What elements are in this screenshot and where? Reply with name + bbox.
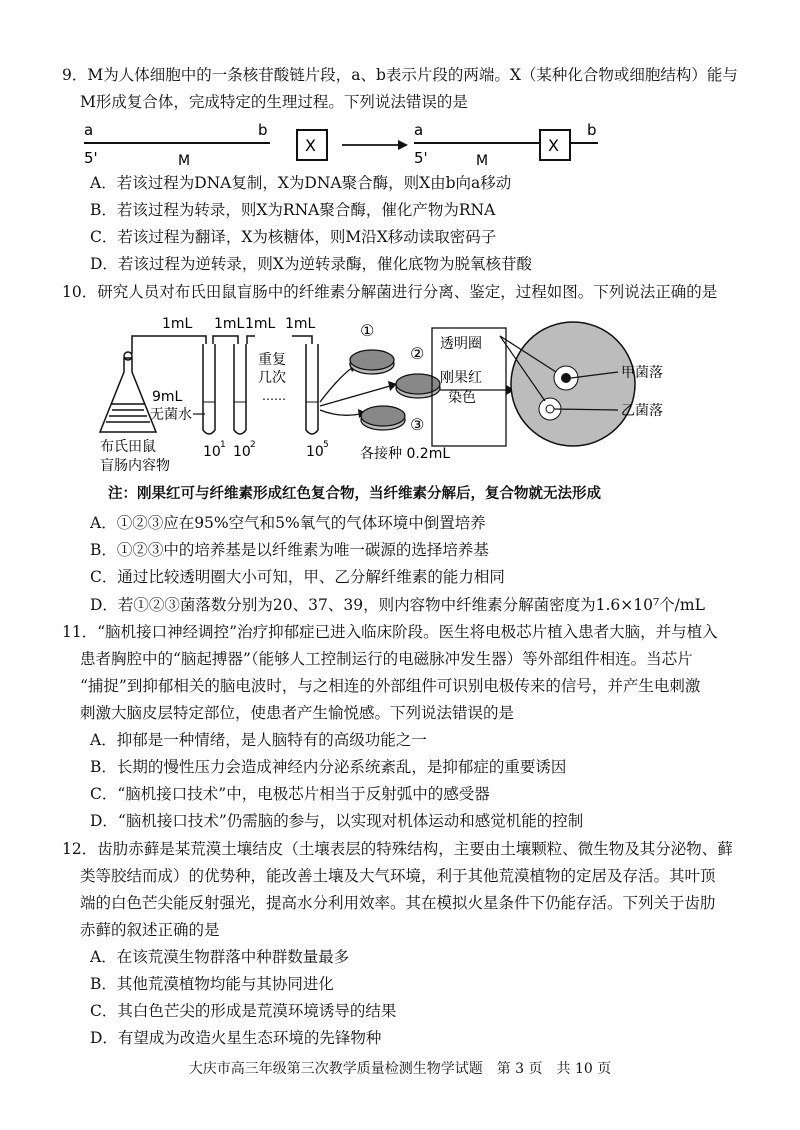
q10-colony-a <box>561 373 571 383</box>
q10-plate-label-1: ① <box>360 321 375 340</box>
q9-label-a: a <box>84 121 94 139</box>
q11-option-b[interactable]: B．长期的慢性压力会造成神经内分泌系统紊乱，是抑郁症的重要诱因 <box>90 758 567 776</box>
q10-plate-2 <box>396 374 440 398</box>
q12-option-c[interactable]: C．其白色芒尖的形成是荒漠环境诱导的结果 <box>90 1002 397 1020</box>
q10-tube-label-5: 10 <box>306 444 324 460</box>
q10-tube-label-1-exp: 1 <box>220 440 226 450</box>
q10-source-2: 盲肠内容物 <box>100 458 170 474</box>
q10-colony-b-label: 乙菌落 <box>621 403 663 419</box>
q10-plate-1 <box>350 350 394 374</box>
q10-tube-1 <box>203 344 215 434</box>
q9-arrow-head <box>398 140 408 150</box>
q11-stem-line2: 患者胸腔中的“脑起搏器”（能够人工控制运行的电磁脉冲发生器）等外部组件相连。当芯片 <box>80 650 693 668</box>
q10-vol-2: 1mL <box>214 316 245 332</box>
q10-plate-3 <box>361 406 405 430</box>
q10-tube-label-2-exp: 2 <box>250 440 256 450</box>
q9-label-m-left: M <box>178 153 191 169</box>
q9-option-a[interactable]: A．若该过程为DNA复制，X为DNA聚合酶，则X由b向a移动 <box>90 174 512 192</box>
q12-option-a[interactable]: A．在该荒漠生物群落中种群数量最多 <box>90 948 350 966</box>
q10-arrow-plate1 <box>320 368 352 402</box>
q9-figure <box>0 118 800 178</box>
q10-tube-2 <box>234 344 246 434</box>
q9-label-x-left: X <box>305 136 316 155</box>
q10-colony-a-label: 甲菌落 <box>621 365 663 381</box>
q9-stem-line2: M形成复合体，完成特定的生理过程。下列说法错误的是 <box>80 93 468 111</box>
q11-stem-line1: 11．“脑机接口神经调控”治疗抑郁症已进入临床阶段。医生将电极芯片植入患者大脑，并与植入 <box>62 623 718 641</box>
q10-transfer-line-4 <box>292 336 312 344</box>
q10-option-c[interactable]: C．通过比较透明圈大小可知，甲、乙分解纤维素的能力相同 <box>90 568 505 586</box>
q11-stem-line4: 刺激大脑皮层特定部位，使患者产生愉悦感。下列说法错误的是 <box>80 704 515 722</box>
q10-plate-label-3: ③ <box>410 415 425 434</box>
q10-tube-label-1: 10 <box>203 444 221 460</box>
q10-figure <box>0 306 800 481</box>
q10-dots: …… <box>262 389 286 403</box>
q9-option-c[interactable]: C．若该过程为翻译，X为核糖体，则M沿X移动读取密码子 <box>90 228 497 246</box>
q10-vol-3: 1mL <box>245 316 276 332</box>
q10-transfer-line-2 <box>213 336 238 344</box>
q10-clear-zone-label: 透明圈 <box>440 336 482 352</box>
q10-water-vol: 9mL <box>152 389 183 405</box>
q9-label-b-left: b <box>258 121 268 139</box>
page-footer: 大庆市高三年级第三次教学质量检测生物学试题 第 3 页 共 10 页 <box>188 1061 612 1077</box>
q12-stem-line3: 端的白色芒尖能反射强光，提高水分利用效率。其在模拟火星条件下仍能存活。下列关于齿肋 <box>80 894 716 912</box>
q10-option-a[interactable]: A．①②③应在95%空气和5%氧气的气体环境中倒置培养 <box>90 514 486 532</box>
q12-option-d[interactable]: D．有望成为改造火星生态环境的先锋物种 <box>90 1029 382 1047</box>
q10-colony-b <box>546 405 554 413</box>
q10-stem: 10．研究人员对布氏田鼠盲肠中的纤维素分解菌进行分离、鉴定，过程如图。下列说法正确的是 <box>62 283 718 301</box>
q10-transfer-line-1 <box>132 336 206 354</box>
q10-congo-red-1: 刚果红 <box>440 370 482 386</box>
q11-stem-line3: “捕捉”到抑郁相关的脑电波时，与之相连的外部组件可识别电极传来的信号，并产生电刺激 <box>80 677 701 695</box>
q9-stem-line1: 9．M为人体细胞中的一条核苷酸链片段，a、b表示片段的两端。X（某种化合物或细胞结构）能与 <box>62 66 738 84</box>
q10-arrow-plate3 <box>320 410 360 415</box>
q9-option-b[interactable]: B．若该过程为转录，则X为RNA聚合酶，催化产物为RNA <box>90 201 496 219</box>
q12-stem-line2: 类等胶结而成）的优势种，能改善土壤及大气环境，利于其他荒漠植物的定居及存活。其叶顶 <box>80 867 716 885</box>
q11-option-c[interactable]: C．“脑机接口技术”中，电极芯片相当于反射弧中的感受器 <box>90 785 490 803</box>
q10-option-b[interactable]: B．①②③中的培养基是以纤维素为唯一碳源的选择培养基 <box>90 541 489 559</box>
q10-source-1: 布氏田鼠 <box>100 439 156 455</box>
q10-transfer-line-3 <box>247 336 255 344</box>
q10-repeat-1: 重复 <box>258 352 286 368</box>
q10-congo-red-2: 染色 <box>448 390 476 406</box>
q10-tube-label-2: 10 <box>233 444 251 460</box>
q9-label-m-right: M <box>476 153 489 169</box>
q10-vol-4: 1mL <box>285 316 316 332</box>
q10-water: 无菌水 <box>150 407 192 423</box>
q12-stem-line1: 12．齿肋赤藓是某荒漠土壤结皮（土壤表层的特殊结构，主要由土壤颗粒、微生物及其分泌物、藓 <box>62 840 733 858</box>
q9-label-5prime-left: 5' <box>84 149 98 167</box>
q10-tube-3 <box>306 344 318 434</box>
q9-label-a-right: a <box>414 121 424 139</box>
q10-flask <box>100 352 156 432</box>
q11-option-a[interactable]: A．抑郁是一种情绪，是人脑特有的高级功能之一 <box>90 731 427 749</box>
q9-label-b-right: b <box>587 121 597 139</box>
q11-option-d[interactable]: D．“脑机接口技术”仍需脑的参与，以实现对机体运动和感觉机能的控制 <box>90 812 584 830</box>
q10-tube-label-5-exp: 5 <box>323 440 329 450</box>
q10-note: 注：刚果红可与纤维素形成红色复合物，当纤维素分解后，复合物就无法形成 <box>108 486 601 502</box>
q10-plate-label-2: ② <box>410 344 425 363</box>
q10-repeat-2: 几次 <box>258 370 286 386</box>
q10-option-d[interactable]: D．若①②③菌落数分别为20、37、39，则内容物中纤维素分解菌密度为1.6×10⁷个/mL <box>90 596 705 614</box>
q9-option-d[interactable]: D．若该过程为逆转录，则X为逆转录酶，催化底物为脱氧核苷酸 <box>90 255 532 273</box>
q10-inoculation: 各接种 0.2mL <box>360 446 451 462</box>
q12-stem-line4: 赤藓的叙述正确的是 <box>80 921 220 939</box>
q12-option-b[interactable]: B．其他荒漠植物均能与其协同进化 <box>90 975 334 993</box>
q9-label-5prime-right: 5' <box>414 149 428 167</box>
q10-vol-1: 1mL <box>162 316 193 332</box>
q9-label-x-right: X <box>548 136 559 155</box>
